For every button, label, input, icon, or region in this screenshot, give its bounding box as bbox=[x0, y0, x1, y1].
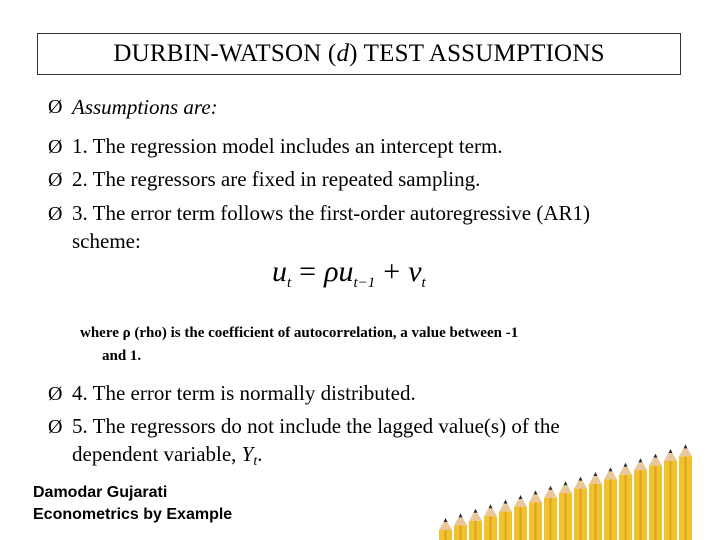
bullet-arrow-icon: Ø bbox=[48, 96, 63, 118]
pencil-icon bbox=[469, 509, 482, 540]
rho-note: where ρ (rho) is the coefficient of autocorrelation, a value between -1 and 1. bbox=[80, 325, 519, 364]
bullet-arrow-icon: Ø bbox=[48, 203, 63, 225]
slide-title: DURBIN-WATSON ( d ) TEST ASSUMPTIONS bbox=[37, 33, 681, 75]
bullet-assumption-2: 2. The regressors are fixed in repeated sampling. bbox=[72, 167, 481, 191]
pencil-icon bbox=[514, 495, 527, 540]
bullet-assumption-1: 1. The regression model includes an intercept term. bbox=[72, 134, 503, 158]
pencil-icon bbox=[664, 449, 677, 540]
pencil-icon bbox=[454, 513, 467, 540]
pencil-icon bbox=[529, 490, 542, 540]
bullet-assumption-4: 4. The error term is normally distributed. bbox=[72, 381, 416, 405]
pencil-icon bbox=[484, 504, 497, 540]
pencil-icon bbox=[559, 481, 572, 540]
ar1-formula: $u_t = \rho u_{t-1} + v_t$ bbox=[272, 255, 426, 291]
pencil-icon bbox=[499, 500, 512, 540]
bullet-assumption-3: 3. The error term follows the first-order autoregressive (AR1) scheme: bbox=[72, 201, 591, 253]
bullet-arrow-icon: Ø bbox=[48, 136, 63, 158]
pencil-icon bbox=[574, 477, 587, 540]
bullet-arrow-icon: Ø bbox=[48, 383, 63, 405]
pencil-icon bbox=[679, 444, 692, 540]
pencil-icon bbox=[649, 454, 662, 540]
pencil-icon bbox=[604, 467, 617, 540]
bullet-arrow-icon: Ø bbox=[48, 416, 63, 438]
author-footer: Damodar Gujarati Econometrics by Example bbox=[33, 484, 233, 523]
bullet-assumptions-intro: Assumptions are: bbox=[72, 95, 218, 119]
pencils-image bbox=[437, 438, 692, 540]
pencil-icon bbox=[619, 463, 632, 540]
bullet-assumption-5: 5. The regressors do not include the lagged value(s) of the dependent variable, Yt. bbox=[72, 414, 560, 469]
bullet-arrow-icon: Ø bbox=[48, 169, 63, 191]
pencil-icon bbox=[544, 486, 557, 540]
pencil-icon bbox=[439, 518, 452, 540]
pencil-icon bbox=[589, 472, 602, 540]
pencil-icon bbox=[634, 458, 647, 540]
